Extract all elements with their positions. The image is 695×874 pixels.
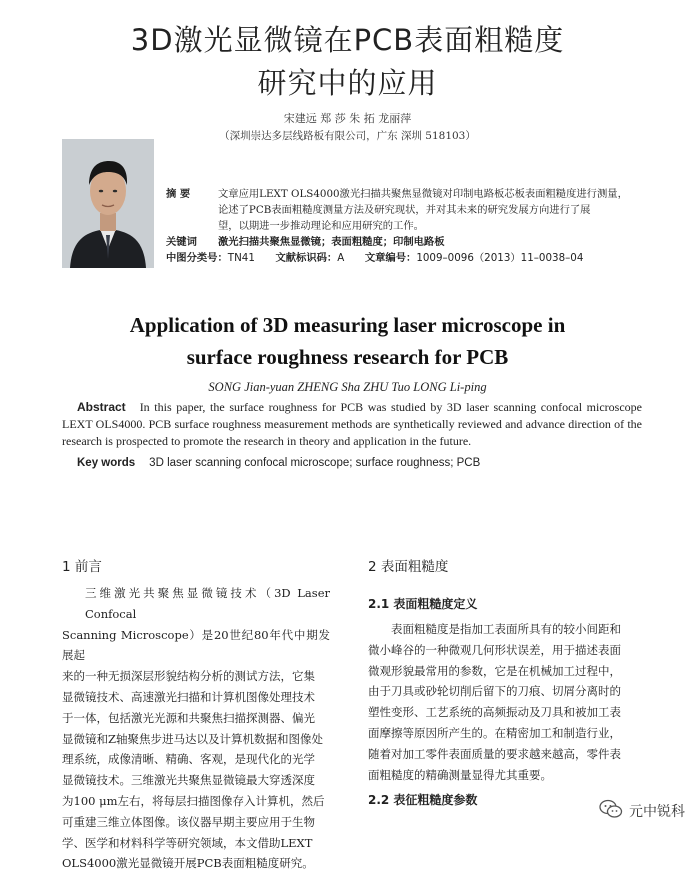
section1-line: 于一体，包括激光光源和共聚焦扫描探测器、偏光 [62,710,315,725]
article-number-label: 文章编号： [364,252,417,264]
title-cn-line2: 研究中的应用 [257,66,438,100]
abstract-cn-label: 摘 要 [166,188,191,200]
title-en-line1: Application of 3D measuring laser microscope in [129,313,566,337]
section2-2-heading: 2.2 表征粗糙度参数 [368,793,478,807]
section1-line: 显微镜技术。三维激光共聚焦显微镜最大穿透深度 [62,773,315,788]
doc-code-label: 文献标识码： [275,252,338,264]
classification-line [166,250,656,266]
section1-line: 显微镜和Z轴聚焦步进马达以及计算机数据和图像处 [62,731,323,746]
clc-value: TN41 [227,252,255,264]
section2-line: 面摩擦等原因所产生的。在精密加工和制造行业， [368,725,621,740]
section1-line: Scanning Microscope）是20世纪80年代中期发展起 [62,627,330,663]
section2-line: 随着对加工零件表面质量的要求越来越高，零件表 [368,746,621,761]
title-cn-line1: 3D激光显微镜在PCB表面粗糙度 [130,23,565,57]
abstract-cn-line1: 文章应用LEXT OLS4000激光扫描共聚焦显微镜对印制电路板芯板表面粗糙度进行测量， [218,188,628,200]
author-photo [62,139,154,268]
section2-heading: 2 表面粗糙度 [368,559,449,575]
section1-line: 学、医学和材料科学等研究领域，本文借助LEXT [62,835,313,850]
authors-cn: 宋建远 郑 莎 朱 拓 龙丽萍 [283,112,412,125]
section2-body [368,619,640,785]
section2-line: 表面粗糙度是指加工表面所具有的较小间距和 [391,622,621,636]
doc-code-value: A [337,252,345,264]
article-number-value: 1009–0096（2013）11–0038–04 [416,252,584,264]
section2-line: 面粗糙度的精确测量显得尤其重要。 [368,767,552,782]
keywords-cn-label: 关键词 [166,236,197,248]
section1-line: 来的一种无损深层形貌结构分析的测试方法，它集 [62,669,315,684]
section1-line: 三维激光共聚焦显微镜技术（3D Laser Confocal [85,586,330,621]
section1-line: 可重建三维立体图像。该仪器早期主要应用于生物 [62,814,315,829]
watermark [599,799,685,823]
authors-en: SONG Jian-yuan ZHENG Sha ZHU Tuo LONG Li-ping [208,380,487,394]
section1-line: 为100 μm左右，将每层扫描图像存入计算机，然后 [62,793,325,808]
keywords-en-line [77,457,480,469]
title-en-line2: surface roughness research for PCB [186,345,509,369]
section1-line: 显微镜技术、高速激光扫描和计算机图像处理技术 [62,689,315,704]
section2-line: 由于刀具或砂轮切削后留下的刀痕、切屑分离时的 [368,684,621,699]
abstract-cn-line2: 论述了PCB表面粗糙度测量方法及研究现状，并对其未来的研究发展方向进行了展 [218,204,591,216]
clc-label: 中图分类号： [166,252,228,264]
abstract-en-text: In this paper, the surface roughness for PCB was studied by 3D laser scanning confocal microscope LEXT OLS4000. PCB surface roughness measurement methods are synthetically reviewed and advance direction of the research is prospected to promote the research in theory and application in the future. [62,400,642,448]
section2-1-heading: 2.1 表面粗糙度定义 [368,597,478,611]
section1-line: OLS4000激光显微镜开展PCB表面粗糙度研究。 [62,856,314,871]
author-photo-image [62,139,154,268]
wechat-icon [599,799,623,823]
section1-line: 理系统，成像清晰、精确、客观，是现代化的光学 [62,752,315,767]
abstract-en [62,399,642,450]
section2-line: 塑性变形、工艺系统的高频振动及刀具和被加工表 [368,705,621,720]
keywords-cn: 激光扫描共聚焦显微镜；表面粗糙度；印制电路板 [218,236,445,248]
keywords-en-label: Key words [77,457,136,469]
section2-line: 微观形貌最常用的参数，它是在机械加工过程中， [368,663,621,678]
section1-heading: 1 前言 [62,559,102,575]
abstract-cn [166,186,656,266]
section1-body [62,583,330,874]
keywords-en: 3D laser scanning confocal microscope; surface roughness; PCB [149,457,481,469]
abstract-en-label: Abstract [77,400,126,414]
affiliation-cn: （深圳崇达多层线路板有限公司，广东 深圳 518103） [219,130,476,142]
watermark-text: 元中锐科 [629,804,685,820]
section2-line: 微小峰谷的一种微观几何形状误差，用于描述表面 [368,642,621,657]
abstract-cn-line3: 望，以期进一步推动理论和应用研究的工作。 [218,220,424,232]
